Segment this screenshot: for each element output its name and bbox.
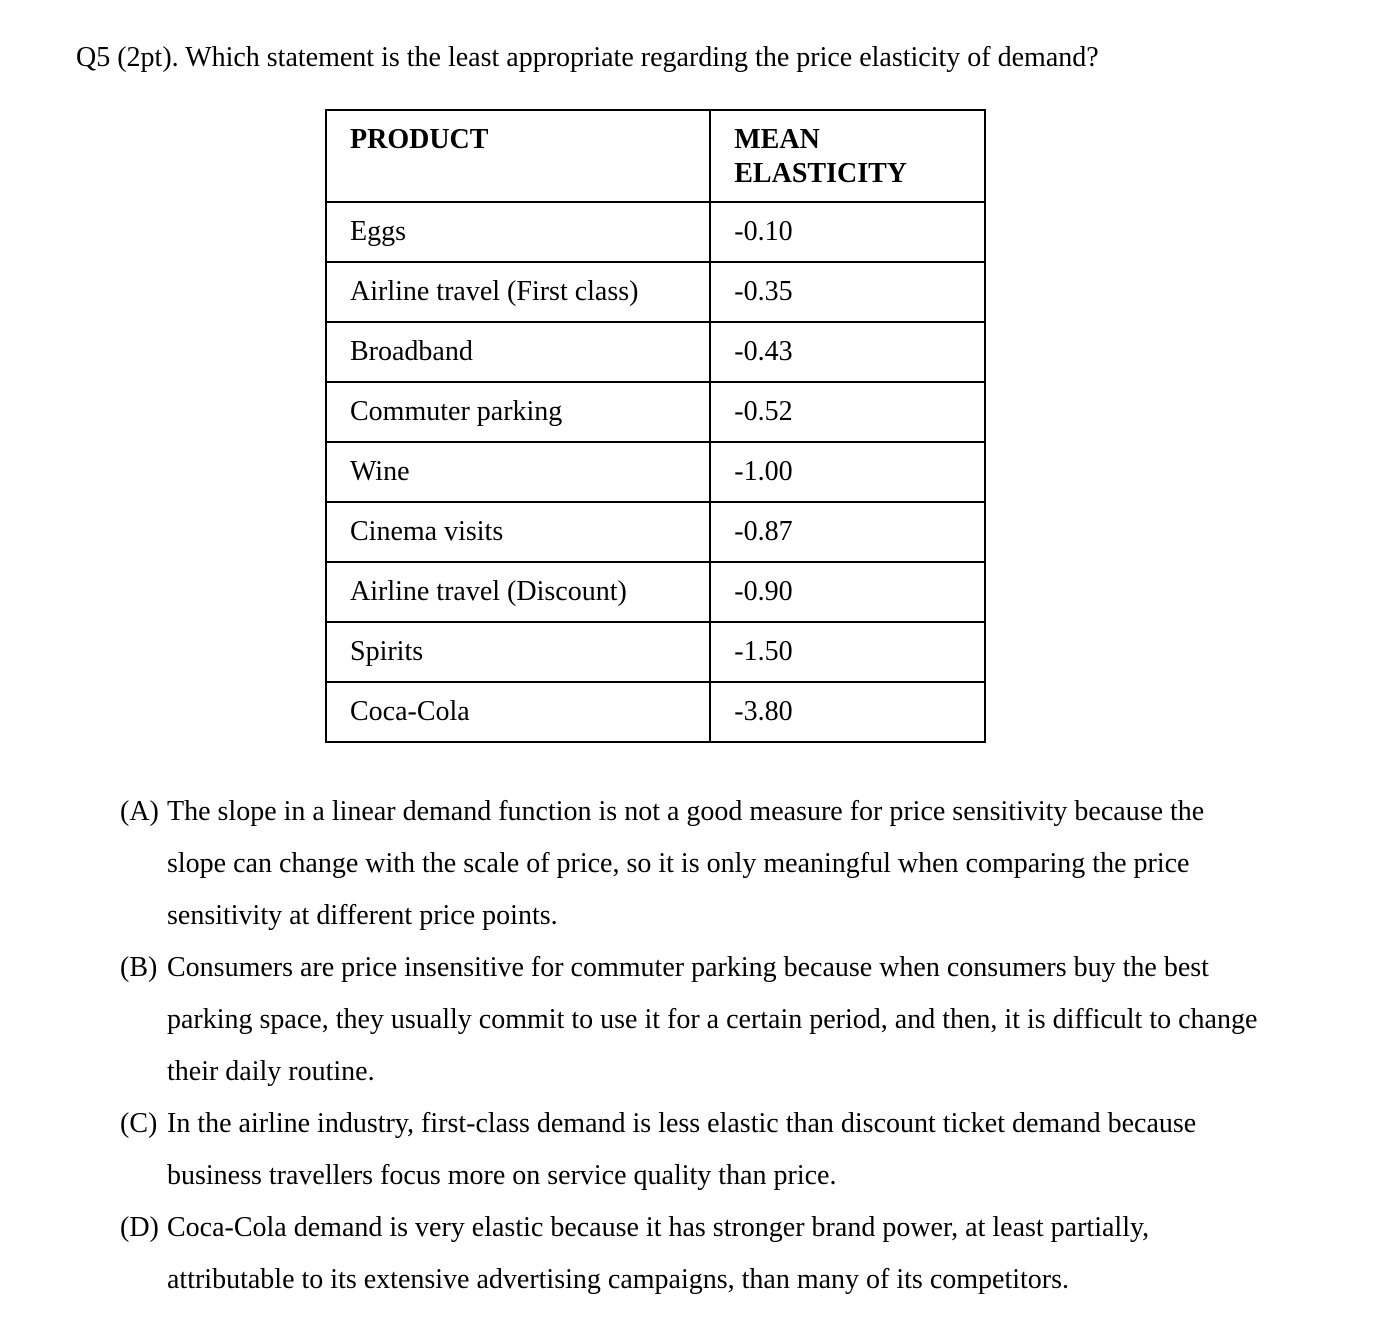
table-row bbox=[326, 262, 985, 322]
product-cell: Cinema visits bbox=[326, 502, 710, 562]
table-header-row bbox=[326, 110, 985, 202]
option-c bbox=[120, 1098, 1270, 1202]
header-product-label: PRODUCT bbox=[350, 124, 489, 155]
answer-options bbox=[120, 786, 1270, 1306]
table-row bbox=[326, 622, 985, 682]
table-row bbox=[326, 502, 985, 562]
option-c-text: In the airline industry, first-class demand is less elastic than discount ticket demand because business travellers focus more on service quality than price. bbox=[167, 1108, 1197, 1191]
option-c-letter: (C) bbox=[120, 1108, 158, 1139]
header-product bbox=[326, 110, 710, 202]
header-elasticity-line2: ELASTICITY bbox=[734, 158, 907, 189]
elasticity-table bbox=[325, 109, 986, 743]
option-a-letter: (A) bbox=[120, 796, 159, 827]
product-cell: Spirits bbox=[326, 622, 710, 682]
table-row bbox=[326, 562, 985, 622]
table-row bbox=[326, 442, 985, 502]
elasticity-cell: -0.10 bbox=[710, 202, 985, 262]
question-text: Q5 (2pt). Which statement is the least appropriate regarding the price elasticity of demand? bbox=[76, 42, 1099, 73]
table-row bbox=[326, 382, 985, 442]
option-d bbox=[120, 1202, 1270, 1306]
option-d-letter: (D) bbox=[120, 1212, 159, 1243]
elasticity-cell: -0.52 bbox=[710, 382, 985, 442]
header-elasticity-line1: MEAN bbox=[734, 124, 820, 155]
option-b bbox=[120, 942, 1270, 1098]
product-cell: Airline travel (First class) bbox=[326, 262, 710, 322]
product-cell: Airline travel (Discount) bbox=[326, 562, 710, 622]
product-cell: Broadband bbox=[326, 322, 710, 382]
header-mean-elasticity bbox=[710, 110, 985, 202]
elasticity-cell: -0.35 bbox=[710, 262, 985, 322]
option-b-text: Consumers are price insensitive for commuter parking because when consumers buy the best parking space, they usually commit to use it for a certain period, and then, it is difficult to change their daily routine. bbox=[167, 952, 1258, 1087]
product-cell: Coca-Cola bbox=[326, 682, 710, 742]
table-row bbox=[326, 202, 985, 262]
option-d-text: Coca-Cola demand is very elastic because it has stronger brand power, at least partially, attributable to its extensive advertising campaigns, than many of its competitors. bbox=[167, 1212, 1150, 1295]
option-a bbox=[120, 786, 1270, 942]
table-row bbox=[326, 322, 985, 382]
elasticity-cell: -0.90 bbox=[710, 562, 985, 622]
option-b-letter: (B) bbox=[120, 952, 158, 983]
product-cell: Commuter parking bbox=[326, 382, 710, 442]
elasticity-cell: -1.00 bbox=[710, 442, 985, 502]
elasticity-cell: -0.87 bbox=[710, 502, 985, 562]
elasticity-cell: -1.50 bbox=[710, 622, 985, 682]
table-row bbox=[326, 682, 985, 742]
elasticity-cell: -3.80 bbox=[710, 682, 985, 742]
option-a-text: The slope in a linear demand function is not a good measure for price sensitivity because the slope can change with the scale of price, so it is only meaningful when comparing the price sensitivity at different price points. bbox=[167, 796, 1205, 931]
elasticity-cell: -0.43 bbox=[710, 322, 985, 382]
product-cell: Eggs bbox=[326, 202, 710, 262]
product-cell: Wine bbox=[326, 442, 710, 502]
